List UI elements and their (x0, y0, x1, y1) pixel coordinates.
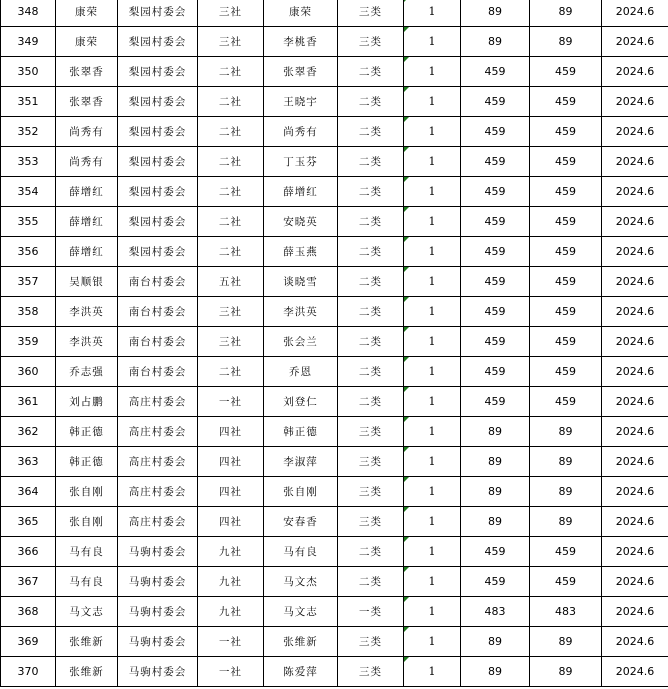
serial-number-cell[interactable]: 368 (1, 597, 56, 627)
table-row (1, 537, 668, 567)
serial-number-cell[interactable]: 362 (1, 417, 56, 447)
amount-cell[interactable]: 89 (461, 657, 530, 687)
village-group-cell[interactable]: 二社 (198, 357, 264, 387)
category-cell[interactable]: 二类 (338, 87, 404, 117)
table-row (1, 357, 668, 387)
category-cell[interactable]: 二类 (338, 537, 404, 567)
count-cell[interactable]: 1 (404, 627, 461, 657)
paid-amount-cell[interactable]: 89 (530, 477, 602, 507)
member-name-cell[interactable]: 薛增红 (264, 177, 338, 207)
date-cell[interactable]: 2024.6 (602, 567, 668, 597)
count-cell[interactable]: 1 (404, 567, 461, 597)
date-cell[interactable]: 2024.6 (602, 507, 668, 537)
table-row (1, 387, 668, 417)
village-committee-cell[interactable]: 马驹村委会 (118, 537, 198, 567)
applicant-name-cell[interactable]: 韩正德 (56, 417, 118, 447)
count-cell[interactable]: 1 (404, 357, 461, 387)
count-cell[interactable]: 1 (404, 177, 461, 207)
member-name-cell[interactable]: 张会兰 (264, 327, 338, 357)
category-cell[interactable]: 三类 (338, 477, 404, 507)
date-cell[interactable]: 2024.6 (602, 387, 668, 417)
amount-cell[interactable]: 459 (461, 567, 530, 597)
amount-cell[interactable]: 89 (461, 507, 530, 537)
amount-cell[interactable]: 459 (461, 237, 530, 267)
table-row (1, 507, 668, 537)
category-cell[interactable]: 三类 (338, 627, 404, 657)
member-name-cell[interactable]: 李桃香 (264, 27, 338, 57)
village-committee-cell[interactable]: 南台村委会 (118, 357, 198, 387)
date-cell[interactable]: 2024.6 (602, 297, 668, 327)
village-group-cell[interactable]: 一社 (198, 387, 264, 417)
date-cell[interactable]: 2024.6 (602, 597, 668, 627)
category-cell[interactable]: 二类 (338, 57, 404, 87)
table-row (1, 447, 668, 477)
member-name-cell[interactable]: 刘登仁 (264, 387, 338, 417)
serial-number-cell[interactable]: 357 (1, 267, 56, 297)
member-name-cell[interactable]: 薛玉燕 (264, 237, 338, 267)
paid-amount-cell[interactable]: 459 (530, 87, 602, 117)
paid-amount-cell[interactable]: 89 (530, 657, 602, 687)
village-group-cell[interactable]: 二社 (198, 87, 264, 117)
category-cell[interactable]: 三类 (338, 507, 404, 537)
applicant-name-cell[interactable]: 康荣 (56, 27, 118, 57)
member-name-cell[interactable]: 李淑萍 (264, 447, 338, 477)
date-cell[interactable]: 2024.6 (602, 267, 668, 297)
applicant-name-cell[interactable]: 张自刚 (56, 477, 118, 507)
date-cell[interactable]: 2024.6 (602, 147, 668, 177)
village-committee-cell[interactable]: 梨园村委会 (118, 87, 198, 117)
category-cell[interactable]: 二类 (338, 117, 404, 147)
applicant-name-cell[interactable]: 李洪英 (56, 297, 118, 327)
village-group-cell[interactable]: 四社 (198, 447, 264, 477)
amount-cell[interactable]: 459 (461, 147, 530, 177)
village-committee-cell[interactable]: 马驹村委会 (118, 627, 198, 657)
village-committee-cell[interactable]: 高庄村委会 (118, 387, 198, 417)
date-cell[interactable]: 2024.6 (602, 177, 668, 207)
table-body (1, 0, 668, 687)
paid-amount-cell[interactable]: 459 (530, 207, 602, 237)
paid-amount-cell[interactable]: 459 (530, 237, 602, 267)
amount-cell[interactable]: 459 (461, 357, 530, 387)
serial-number-cell[interactable]: 364 (1, 477, 56, 507)
amount-cell[interactable]: 459 (461, 117, 530, 147)
serial-number-cell[interactable]: 353 (1, 147, 56, 177)
category-cell[interactable]: 二类 (338, 387, 404, 417)
serial-number-cell[interactable]: 370 (1, 657, 56, 687)
paid-amount-cell[interactable]: 89 (530, 0, 602, 27)
village-committee-cell[interactable]: 马驹村委会 (118, 567, 198, 597)
applicant-name-cell[interactable]: 马有良 (56, 537, 118, 567)
count-cell[interactable]: 1 (404, 297, 461, 327)
applicant-name-cell[interactable]: 张维新 (56, 657, 118, 687)
serial-number-cell[interactable]: 356 (1, 237, 56, 267)
category-cell[interactable]: 三类 (338, 0, 404, 27)
member-name-cell[interactable]: 乔恩 (264, 357, 338, 387)
member-name-cell[interactable]: 张翠香 (264, 57, 338, 87)
village-committee-cell[interactable]: 高庄村委会 (118, 447, 198, 477)
table-row (1, 207, 668, 237)
village-committee-cell[interactable]: 南台村委会 (118, 327, 198, 357)
count-cell[interactable]: 1 (404, 597, 461, 627)
table-row (1, 627, 668, 657)
table-row (1, 237, 668, 267)
paid-amount-cell[interactable]: 89 (530, 27, 602, 57)
amount-cell[interactable]: 89 (461, 447, 530, 477)
member-name-cell[interactable]: 韩正德 (264, 417, 338, 447)
member-name-cell[interactable]: 张自刚 (264, 477, 338, 507)
village-group-cell[interactable]: 一社 (198, 657, 264, 687)
paid-amount-cell[interactable]: 483 (530, 597, 602, 627)
paid-amount-cell[interactable]: 459 (530, 567, 602, 597)
serial-number-cell[interactable]: 350 (1, 57, 56, 87)
category-cell[interactable]: 二类 (338, 567, 404, 597)
village-committee-cell[interactable]: 高庄村委会 (118, 477, 198, 507)
amount-cell[interactable]: 89 (461, 477, 530, 507)
date-cell[interactable]: 2024.6 (602, 447, 668, 477)
village-group-cell[interactable]: 三社 (198, 327, 264, 357)
category-cell[interactable]: 二类 (338, 147, 404, 177)
table-row (1, 417, 668, 447)
village-committee-cell[interactable]: 高庄村委会 (118, 507, 198, 537)
applicant-name-cell[interactable]: 张翠香 (56, 87, 118, 117)
applicant-name-cell[interactable]: 张维新 (56, 627, 118, 657)
village-committee-cell[interactable]: 梨园村委会 (118, 27, 198, 57)
paid-amount-cell[interactable]: 459 (530, 327, 602, 357)
date-cell[interactable]: 2024.6 (602, 627, 668, 657)
applicant-name-cell[interactable]: 薛增红 (56, 237, 118, 267)
count-cell[interactable]: 1 (404, 327, 461, 357)
paid-amount-cell[interactable]: 459 (530, 57, 602, 87)
village-committee-cell[interactable]: 梨园村委会 (118, 0, 198, 27)
count-cell[interactable]: 1 (404, 477, 461, 507)
table-row (1, 177, 668, 207)
amount-cell[interactable]: 459 (461, 387, 530, 417)
village-committee-cell[interactable]: 梨园村委会 (118, 237, 198, 267)
date-cell[interactable]: 2024.6 (602, 657, 668, 687)
count-cell[interactable]: 1 (404, 447, 461, 477)
category-cell[interactable]: 二类 (338, 327, 404, 357)
serial-number-cell[interactable]: 360 (1, 357, 56, 387)
category-cell[interactable]: 三类 (338, 447, 404, 477)
amount-cell[interactable]: 459 (461, 327, 530, 357)
count-cell[interactable]: 1 (404, 27, 461, 57)
village-group-cell[interactable]: 九社 (198, 597, 264, 627)
category-cell[interactable]: 二类 (338, 207, 404, 237)
amount-cell[interactable]: 459 (461, 57, 530, 87)
applicant-name-cell[interactable]: 尚秀有 (56, 117, 118, 147)
village-committee-cell[interactable]: 梨园村委会 (118, 117, 198, 147)
amount-cell[interactable]: 459 (461, 207, 530, 237)
applicant-name-cell[interactable]: 张翠香 (56, 57, 118, 87)
applicant-name-cell[interactable]: 乔志强 (56, 357, 118, 387)
amount-cell[interactable]: 89 (461, 27, 530, 57)
category-cell[interactable]: 二类 (338, 297, 404, 327)
category-cell[interactable]: 三类 (338, 657, 404, 687)
applicant-name-cell[interactable]: 马有良 (56, 567, 118, 597)
table-row (1, 117, 668, 147)
village-group-cell[interactable]: 一社 (198, 627, 264, 657)
paid-amount-cell[interactable]: 89 (530, 627, 602, 657)
table-row (1, 147, 668, 177)
date-cell[interactable]: 2024.6 (602, 237, 668, 267)
paid-amount-cell[interactable]: 459 (530, 357, 602, 387)
member-name-cell[interactable]: 陈爱萍 (264, 657, 338, 687)
paid-amount-cell[interactable]: 89 (530, 507, 602, 537)
paid-amount-cell[interactable]: 459 (530, 267, 602, 297)
paid-amount-cell[interactable]: 459 (530, 117, 602, 147)
village-group-cell[interactable]: 二社 (198, 57, 264, 87)
table-row (1, 87, 668, 117)
member-name-cell[interactable]: 谈晓雪 (264, 267, 338, 297)
paid-amount-cell[interactable]: 459 (530, 297, 602, 327)
amount-cell[interactable]: 459 (461, 297, 530, 327)
member-name-cell[interactable]: 马文志 (264, 597, 338, 627)
village-committee-cell[interactable]: 梨园村委会 (118, 147, 198, 177)
count-cell[interactable]: 1 (404, 387, 461, 417)
member-name-cell[interactable]: 马文杰 (264, 567, 338, 597)
count-cell[interactable]: 1 (404, 87, 461, 117)
member-name-cell[interactable]: 王晓宇 (264, 87, 338, 117)
date-cell[interactable]: 2024.6 (602, 327, 668, 357)
count-cell[interactable]: 1 (404, 537, 461, 567)
table-row (1, 327, 668, 357)
category-cell[interactable]: 二类 (338, 267, 404, 297)
count-cell[interactable]: 1 (404, 0, 461, 27)
village-group-cell[interactable]: 三社 (198, 297, 264, 327)
applicant-name-cell[interactable]: 薛增红 (56, 207, 118, 237)
applicant-name-cell[interactable]: 刘占鹏 (56, 387, 118, 417)
count-cell[interactable]: 1 (404, 417, 461, 447)
applicant-name-cell[interactable]: 马文志 (56, 597, 118, 627)
amount-cell[interactable]: 459 (461, 177, 530, 207)
date-cell[interactable]: 2024.6 (602, 417, 668, 447)
serial-number-cell[interactable]: 361 (1, 387, 56, 417)
table-row (1, 477, 668, 507)
category-cell[interactable]: 二类 (338, 357, 404, 387)
applicant-name-cell[interactable]: 薛增红 (56, 177, 118, 207)
serial-number-cell[interactable]: 354 (1, 177, 56, 207)
member-name-cell[interactable]: 马有良 (264, 537, 338, 567)
count-cell[interactable]: 1 (404, 117, 461, 147)
amount-cell[interactable]: 459 (461, 537, 530, 567)
member-name-cell[interactable]: 尚秀有 (264, 117, 338, 147)
village-committee-cell[interactable]: 梨园村委会 (118, 207, 198, 237)
table-row (1, 267, 668, 297)
count-cell[interactable]: 1 (404, 207, 461, 237)
village-group-cell[interactable]: 二社 (198, 177, 264, 207)
category-cell[interactable]: 一类 (338, 597, 404, 627)
serial-number-cell[interactable]: 363 (1, 447, 56, 477)
date-cell[interactable]: 2024.6 (602, 57, 668, 87)
applicant-name-cell[interactable]: 张自刚 (56, 507, 118, 537)
count-cell[interactable]: 1 (404, 147, 461, 177)
serial-number-cell[interactable]: 351 (1, 87, 56, 117)
village-group-cell[interactable]: 四社 (198, 507, 264, 537)
date-cell[interactable]: 2024.6 (602, 207, 668, 237)
applicant-name-cell[interactable]: 康荣 (56, 0, 118, 27)
serial-number-cell[interactable]: 369 (1, 627, 56, 657)
member-name-cell[interactable]: 安春香 (264, 507, 338, 537)
village-committee-cell[interactable]: 马驹村委会 (118, 657, 198, 687)
village-committee-cell[interactable]: 马驹村委会 (118, 597, 198, 627)
amount-cell[interactable]: 483 (461, 597, 530, 627)
village-group-cell[interactable]: 四社 (198, 417, 264, 447)
village-group-cell[interactable]: 二社 (198, 207, 264, 237)
category-cell[interactable]: 三类 (338, 27, 404, 57)
village-group-cell[interactable]: 三社 (198, 0, 264, 27)
applicant-name-cell[interactable]: 李洪英 (56, 327, 118, 357)
date-cell[interactable]: 2024.6 (602, 357, 668, 387)
date-cell[interactable]: 2024.6 (602, 87, 668, 117)
member-name-cell[interactable]: 丁玉芬 (264, 147, 338, 177)
village-committee-cell[interactable]: 高庄村委会 (118, 417, 198, 447)
village-group-cell[interactable]: 二社 (198, 117, 264, 147)
date-cell[interactable]: 2024.6 (602, 0, 668, 27)
table-row (1, 657, 668, 687)
paid-amount-cell[interactable]: 89 (530, 417, 602, 447)
applicant-name-cell[interactable]: 吴顺银 (56, 267, 118, 297)
paid-amount-cell[interactable]: 459 (530, 147, 602, 177)
date-cell[interactable]: 2024.6 (602, 477, 668, 507)
village-group-cell[interactable]: 二社 (198, 147, 264, 177)
paid-amount-cell[interactable]: 89 (530, 447, 602, 477)
serial-number-cell[interactable]: 366 (1, 537, 56, 567)
amount-cell[interactable]: 89 (461, 417, 530, 447)
count-cell[interactable]: 1 (404, 237, 461, 267)
serial-number-cell[interactable]: 367 (1, 567, 56, 597)
category-cell[interactable]: 二类 (338, 177, 404, 207)
table-row (1, 597, 668, 627)
table-row (1, 567, 668, 597)
village-committee-cell[interactable]: 梨园村委会 (118, 57, 198, 87)
table-row (1, 57, 668, 87)
paid-amount-cell[interactable]: 459 (530, 537, 602, 567)
table-row (1, 0, 668, 27)
village-committee-cell[interactable]: 南台村委会 (118, 297, 198, 327)
applicant-name-cell[interactable]: 韩正德 (56, 447, 118, 477)
village-group-cell[interactable]: 四社 (198, 477, 264, 507)
village-committee-cell[interactable]: 南台村委会 (118, 267, 198, 297)
village-group-cell[interactable]: 九社 (198, 567, 264, 597)
paid-amount-cell[interactable]: 459 (530, 387, 602, 417)
applicant-name-cell[interactable]: 尚秀有 (56, 147, 118, 177)
village-group-cell[interactable]: 二社 (198, 237, 264, 267)
count-cell[interactable]: 1 (404, 657, 461, 687)
count-cell[interactable]: 1 (404, 57, 461, 87)
village-committee-cell[interactable]: 梨园村委会 (118, 177, 198, 207)
count-cell[interactable]: 1 (404, 507, 461, 537)
table-row (1, 27, 668, 57)
amount-cell[interactable]: 459 (461, 267, 530, 297)
category-cell[interactable]: 二类 (338, 237, 404, 267)
paid-amount-cell[interactable]: 459 (530, 177, 602, 207)
serial-number-cell[interactable]: 348 (1, 0, 56, 27)
category-cell[interactable]: 三类 (338, 417, 404, 447)
member-name-cell[interactable]: 李洪英 (264, 297, 338, 327)
serial-number-cell[interactable]: 359 (1, 327, 56, 357)
amount-cell[interactable]: 459 (461, 87, 530, 117)
village-group-cell[interactable]: 三社 (198, 27, 264, 57)
date-cell[interactable]: 2024.6 (602, 27, 668, 57)
count-cell[interactable]: 1 (404, 267, 461, 297)
serial-number-cell[interactable]: 365 (1, 507, 56, 537)
serial-number-cell[interactable]: 349 (1, 27, 56, 57)
village-group-cell[interactable]: 九社 (198, 537, 264, 567)
member-name-cell[interactable]: 康荣 (264, 0, 338, 27)
date-cell[interactable]: 2024.6 (602, 537, 668, 567)
serial-number-cell[interactable]: 358 (1, 297, 56, 327)
member-name-cell[interactable]: 张维新 (264, 627, 338, 657)
amount-cell[interactable]: 89 (461, 627, 530, 657)
date-cell[interactable]: 2024.6 (602, 117, 668, 147)
serial-number-cell[interactable]: 355 (1, 207, 56, 237)
amount-cell[interactable]: 89 (461, 0, 530, 27)
village-group-cell[interactable]: 五社 (198, 267, 264, 297)
serial-number-cell[interactable]: 352 (1, 117, 56, 147)
table-row (1, 297, 668, 327)
member-name-cell[interactable]: 安晓英 (264, 207, 338, 237)
